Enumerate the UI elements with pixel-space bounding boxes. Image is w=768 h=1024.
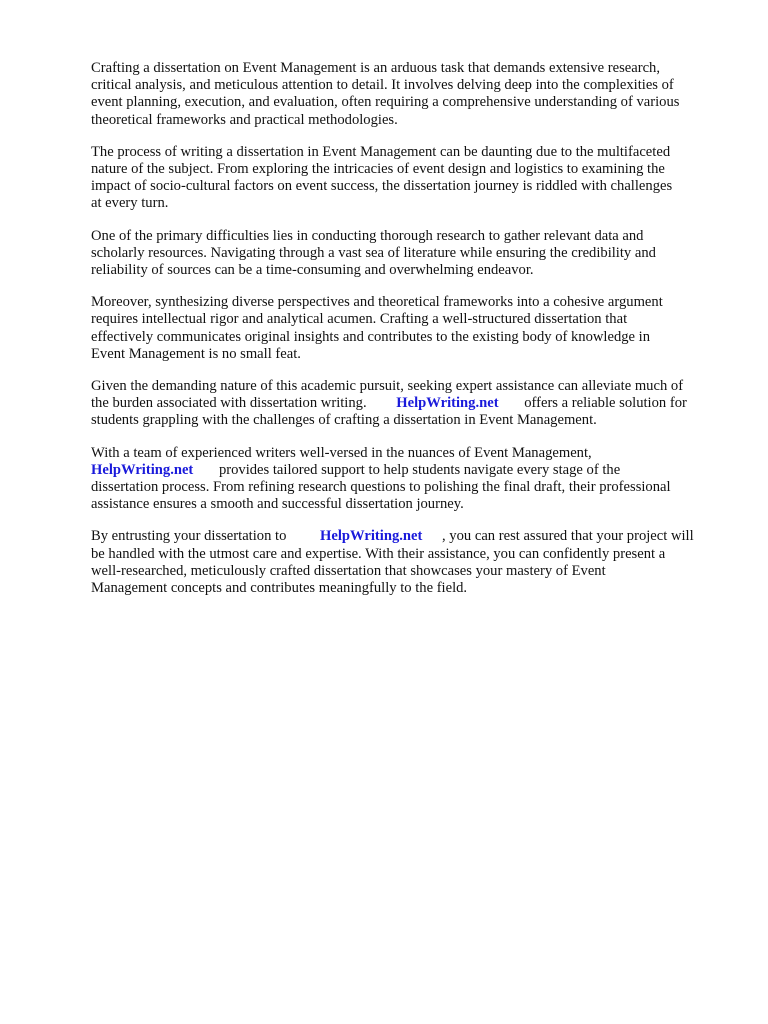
helpwriting-link[interactable]: HelpWriting.net: [91, 461, 194, 478]
text-line: [91, 528, 731, 545]
text-line: Moreover, synthesizing diverse perspectives and theoretical frameworks into a cohesive argument: [91, 294, 663, 311]
text-line: dissertation process. From refining research questions to polishing the final draft, their professional: [91, 479, 671, 496]
text-line: Management concepts and contributes meaningfully to the field.: [91, 580, 468, 597]
text-line: students grappling with the challenges of crafting a dissertation in Event Management.: [91, 412, 597, 429]
text-line: reliability of sources can be a time-consuming and overwhelming endeavor.: [91, 262, 534, 279]
paragraph-entrusting: [91, 528, 731, 597]
text-line: One of the primary difficulties lies in conducting thorough research to gather relevant data and: [91, 227, 644, 244]
text-line: effectively communicates original insights and contributes to the existing body of knowledge in: [91, 328, 651, 345]
text-line: Given the demanding nature of this academic pursuit, seeking expert assistance can alleviate much of: [91, 378, 684, 395]
text-line: scholarly resources. Navigating through a vast sea of literature while ensuring the credibility and: [91, 244, 656, 261]
text-line: theoretical frameworks and practical methodologies.: [91, 111, 398, 128]
paragraph-process: [91, 144, 731, 213]
text-line: [91, 462, 731, 479]
paragraph-difficulties: [91, 228, 731, 280]
text-fragment: provides tailored support to help students navigate every stage of the: [218, 461, 621, 478]
text-line: at every turn.: [91, 195, 169, 212]
text-line: Crafting a dissertation on Event Management is an arduous task that demands extensive research,: [91, 60, 660, 76]
text-line: be handled with the utmost care and expertise. With their assistance, you can confidently present a: [91, 545, 666, 562]
text-line: With a team of experienced writers well-versed in the nuances of Event Management,: [91, 444, 592, 461]
text-fragment: offers a reliable solution for: [524, 395, 687, 412]
helpwriting-link[interactable]: HelpWriting.net: [320, 528, 423, 545]
text-line: well-researched, meticulously crafted dissertation that showcases your mastery of Event: [91, 562, 606, 579]
text-line: [91, 395, 731, 412]
document-page: [91, 60, 731, 612]
text-fragment: By entrusting your dissertation to: [91, 528, 287, 545]
paragraph-assistance: [91, 378, 731, 430]
paragraph-intro: [91, 60, 731, 129]
text-line: nature of the subject. From exploring the intricacies of event design and logistics to examining the: [91, 161, 665, 178]
text-line: assistance ensures a smooth and successful dissertation journey.: [91, 496, 464, 513]
text-line: The process of writing a dissertation in Event Management can be daunting due to the multifaceted: [91, 143, 671, 160]
text-line: critical analysis, and meticulous attention to detail. It involves delving deep into the complexities of: [91, 77, 674, 94]
text-fragment: , you can rest assured that your project will: [442, 528, 694, 545]
paragraph-team: [91, 445, 731, 514]
text-line: Event Management is no small feat.: [91, 345, 301, 362]
helpwriting-link[interactable]: HelpWriting.net: [396, 395, 499, 412]
text-fragment: the burden associated with dissertation writing.: [91, 395, 367, 412]
text-line: event planning, execution, and evaluation, often requiring a comprehensive understanding of various: [91, 94, 680, 111]
text-line: impact of socio-cultural factors on event success, the dissertation journey is riddled with challenges: [91, 178, 673, 195]
paragraph-synthesizing: [91, 294, 731, 363]
text-line: requires intellectual rigor and analytical acumen. Crafting a well-structured dissertation that: [91, 311, 628, 328]
